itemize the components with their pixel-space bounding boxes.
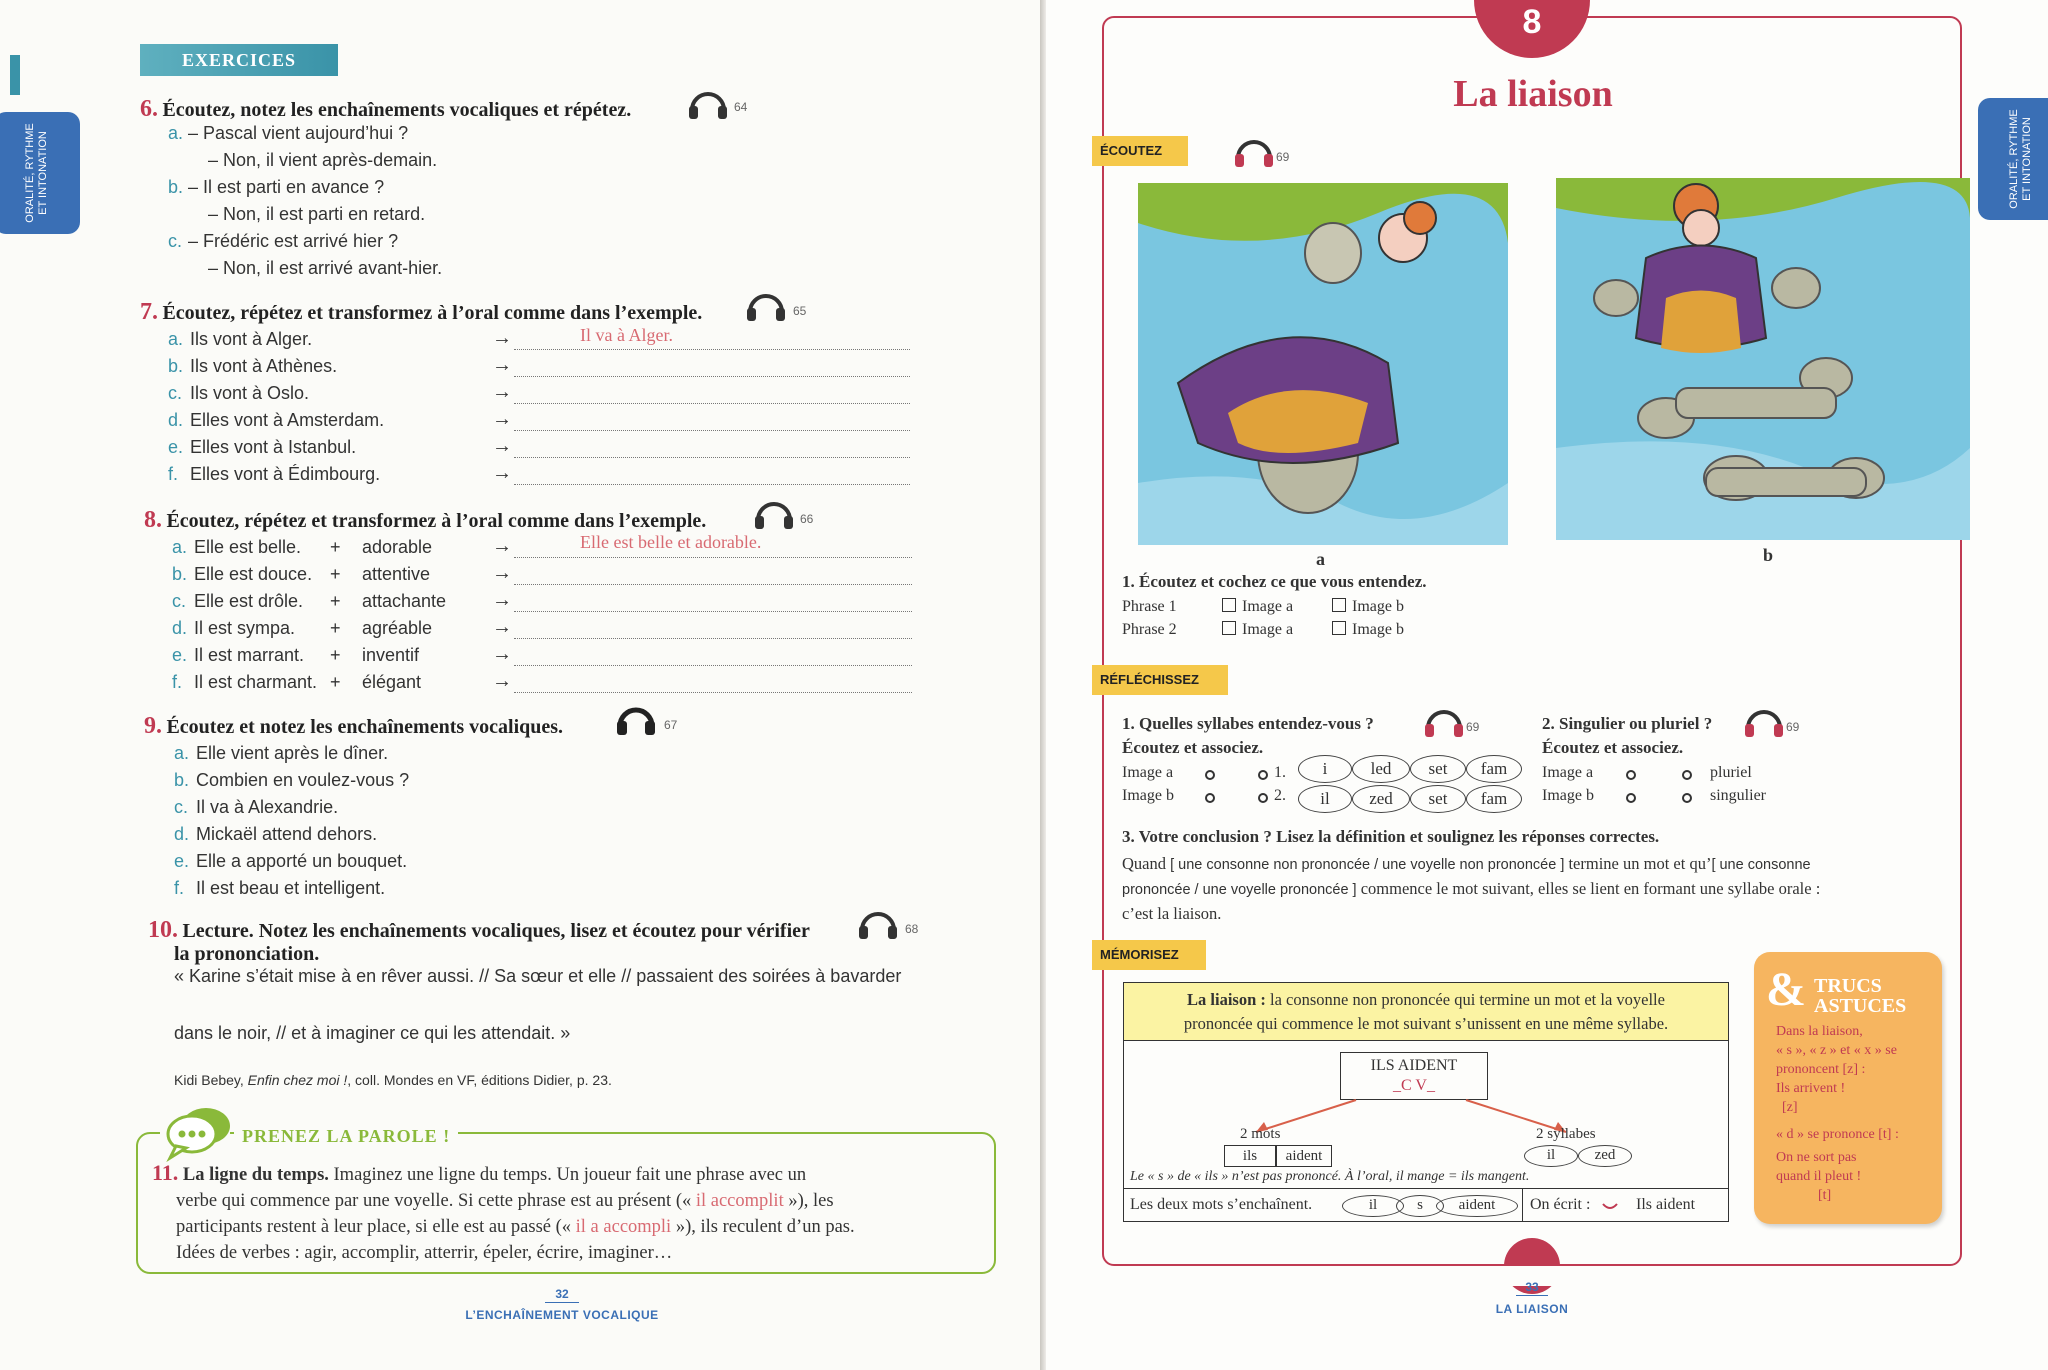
exercise-line (168, 177, 384, 198)
answer-line[interactable] (514, 692, 912, 693)
syllable-bubble: i (1298, 755, 1352, 783)
arrow-icon: → (492, 462, 512, 484)
trucs-line: On ne sort pas (1776, 1150, 1857, 1165)
exercise-line (172, 537, 301, 558)
ex11-body-2c: »), les (783, 1191, 834, 1211)
on-ecrit-example: Ils aident (1636, 1196, 1696, 1213)
section-reflechissez: RÉFLÉCHISSEZ (1092, 665, 1228, 695)
footer-rule (1516, 1295, 1548, 1296)
ex7-title: Écoutez, répétez et transformez à l’oral comme dans l’exemple. (162, 302, 703, 324)
exercise-line (168, 383, 309, 404)
diagram-cv: _C V_ (1393, 1077, 1435, 1094)
syllable-bubble: fam (1466, 785, 1522, 813)
trucs-text (1776, 1022, 1936, 1205)
source-title: Enfin chez moi ! (247, 1072, 348, 1088)
match-dot[interactable] (1258, 770, 1268, 780)
exercise-line (174, 851, 407, 872)
match-dot[interactable] (1205, 793, 1215, 803)
ex11-body-4: Idées de verbes : agir, accomplir, atterrir, épeler, écrire, imaginer… (176, 1243, 673, 1263)
edge-mark (10, 55, 20, 95)
option-label: Image a (1242, 621, 1294, 638)
r3-text (1122, 852, 1942, 926)
arrow-icon: → (492, 535, 512, 557)
r2-singulier: singulier (1710, 787, 1766, 804)
adjective: inventif (362, 645, 420, 665)
plus-sign: + (330, 591, 341, 611)
side-tab-line-2: ET INTONATION (2021, 117, 2033, 201)
ex6-track: 64 (734, 100, 748, 114)
ex9-track: 67 (664, 718, 678, 732)
footer-right: LA LIAISON (1495, 1302, 1569, 1316)
r2-subtitle: Écoutez et associez. (1542, 738, 1684, 757)
page-number-left: 32 (555, 1287, 569, 1301)
ex9-title: Écoutez et notez les enchaînements vocaliques. (166, 716, 564, 738)
trucs-title-2: ASTUCES (1814, 995, 1907, 1017)
line-label: e. (172, 645, 188, 665)
option-label: Image b (1352, 598, 1404, 615)
plus-sign: + (330, 564, 341, 584)
word-box-aident: aident (1276, 1145, 1332, 1167)
on-ecrit-label: On écrit : (1530, 1196, 1591, 1213)
section-memorisez: MÉMORISEZ (1092, 940, 1206, 970)
syllable-bubble: il (1298, 785, 1352, 813)
line-text: Il va à Alexandrie. (196, 797, 339, 817)
ex11-example-present: il accomplit (695, 1191, 784, 1211)
exercise-line (172, 564, 312, 585)
option-label: Image a (1242, 598, 1294, 615)
ex9-header (144, 713, 563, 740)
line-text: – Frédéric est arrivé hier ? (188, 231, 399, 251)
exercise-line (174, 743, 388, 764)
trucs-line: Dans la liaison, (1776, 1024, 1863, 1039)
side-tab-line-1: ORALITÉ, RYTHME (2008, 109, 2020, 209)
line-text: – Pascal vient aujourd’hui ? (188, 123, 409, 143)
match-dot[interactable] (1205, 770, 1215, 780)
r3-text-1a: Quand (1122, 854, 1166, 873)
line-text: Elles vont à Istanbul. (190, 437, 357, 457)
source-author: Kidi Bebey, (174, 1072, 244, 1088)
line-text: – Non, il est arrivé avant-hier. (208, 258, 443, 278)
match-dot[interactable] (1258, 793, 1268, 803)
liaison-mark-icon (1602, 1202, 1618, 1212)
r3-text-3: c’est la liaison. (1122, 904, 1222, 923)
answer-line[interactable] (514, 638, 912, 639)
r1-row-1-num: 1. (1274, 764, 1286, 781)
checkbox[interactable] (1222, 598, 1236, 612)
ex6-title: Écoutez, notez les enchaînements vocaliques et répétez. (162, 99, 632, 121)
ex6-header (140, 96, 631, 123)
ex7-answer: Il va à Alger. (580, 325, 673, 345)
line-label: a. (168, 123, 184, 143)
headphones-icon[interactable] (752, 494, 796, 530)
bottom-enchainement: Les deux mots s’enchaînent. (1130, 1196, 1313, 1213)
ecoutez-track: 69 (1276, 150, 1290, 164)
line-label: b. (174, 770, 190, 790)
exercices-tag: EXERCICES (140, 44, 338, 76)
line-text: Ils vont à Oslo. (190, 383, 310, 403)
answer-line[interactable] (514, 584, 912, 585)
footer-rule (545, 1302, 579, 1303)
ex7-track: 65 (793, 304, 807, 318)
line-text: Combien en voulez-vous ? (196, 770, 410, 790)
phrase2-option-b[interactable] (1332, 621, 1404, 639)
prenez-la-parole-title: PRENEZ LA PAROLE ! (234, 1126, 458, 1147)
line-text: Elle est drôle. (194, 591, 304, 611)
exercise-line (188, 204, 425, 225)
r2-pluriel: pluriel (1710, 764, 1752, 781)
ex8-title: Écoutez, répétez et transformez à l’oral comme dans l’exemple. (166, 510, 707, 532)
line-text: Elle est belle. (194, 537, 302, 557)
syllable-bubble-zed: zed (1578, 1145, 1632, 1167)
image-a-label: a (1316, 549, 1325, 569)
line-label: a. (172, 537, 188, 557)
exercise-line (168, 231, 398, 252)
match-dot[interactable] (1682, 793, 1692, 803)
headphones-icon[interactable] (614, 700, 658, 736)
trucs-title-1: TRUCS (1814, 975, 1882, 997)
q1-title: 1. Écoutez et cochez ce que vous entendez. (1122, 572, 1427, 591)
side-tab-line-2: ET INTONATION (37, 131, 49, 215)
syllable-bubble: set (1410, 785, 1466, 813)
ex8-track: 66 (800, 512, 814, 526)
label-2-mots: 2 mots (1240, 1126, 1281, 1142)
ex8-header (144, 507, 706, 534)
exercise-line (174, 797, 338, 818)
label-2-syllabes: 2 syllabes (1536, 1126, 1596, 1142)
line-text: Elle est douce. (194, 564, 313, 584)
r3-choice-2a[interactable]: [ une consonne (1711, 857, 1811, 873)
line-text: Elles vont à Amsterdam. (190, 410, 385, 430)
match-dot[interactable] (1626, 793, 1636, 803)
checkbox[interactable] (1222, 621, 1236, 635)
line-label: b. (168, 177, 184, 197)
divider (1522, 1188, 1523, 1222)
arrow-icon: → (492, 670, 512, 692)
trucs-line: « d » se prononce [t] : (1776, 1127, 1899, 1142)
line-label: a. (174, 743, 190, 763)
r3-text-1c: termine un mot et qu’ (1568, 854, 1712, 873)
r1-image-a: Image a (1122, 764, 1174, 781)
ex11-body-1: Imaginez une ligne du temps. Un joueur fait une phrase avec un (328, 1165, 807, 1185)
ex11-body-2a: verbe qui commence par une voyelle. Si cette phrase est au présent (« (176, 1191, 696, 1211)
syllable-bubble: set (1410, 755, 1466, 783)
ex10-number: 10. (148, 917, 178, 943)
ex10-source (174, 1072, 612, 1088)
ex11-example-past: il a accompli (575, 1217, 672, 1237)
ex10-title-2: la prononciation. (174, 943, 320, 965)
ex10-quote-1: « Karine s’était mise à en rêver aussi. // Sa sœur et elle // passaient des soirées à bavarder (174, 966, 902, 986)
headphones-icon[interactable] (744, 286, 788, 322)
line-text: Il est beau et intelligent. (196, 878, 386, 898)
plus-sign: + (330, 645, 341, 665)
headphones-icon[interactable] (1742, 702, 1786, 738)
trucs-line: prononcent [z] : (1776, 1062, 1866, 1077)
line-text: – Non, il est parti en retard. (208, 204, 426, 224)
answer-line[interactable] (514, 557, 912, 558)
line-label: f. (174, 878, 185, 898)
line-label: e. (174, 851, 190, 871)
definition-2: prononcée qui commence le mot suivant s’unissent en une même syllabe. (1183, 1014, 1669, 1033)
checkbox[interactable] (1332, 621, 1346, 635)
adjective: élégant (362, 672, 422, 692)
r1-track: 69 (1466, 720, 1480, 734)
arrow-icon: → (492, 381, 512, 403)
adjective: agréable (362, 618, 433, 638)
diagram-top-box (1340, 1052, 1488, 1100)
r2-image-b: Image b (1542, 787, 1594, 804)
line-label: c. (168, 383, 183, 403)
answer-line[interactable] (514, 376, 910, 377)
answer-line[interactable] (514, 349, 910, 350)
arrow-icon: → (492, 589, 512, 611)
exercise-line (188, 258, 442, 279)
line-label: c. (174, 797, 189, 817)
line-text: Il est marrant. (194, 645, 305, 665)
option-label: Image b (1352, 621, 1404, 638)
line-text: Elle a apporté un bouquet. (196, 851, 408, 871)
answer-line[interactable] (514, 403, 910, 404)
r3-text-2b: commence le mot suivant, elles se lient en formant une syllabe orale : (1360, 879, 1821, 898)
line-label: f. (168, 464, 179, 484)
line-text: Il est charmant. (194, 672, 318, 692)
phrase-1-label: Phrase 1 (1122, 598, 1177, 615)
exercise-line (168, 464, 380, 485)
line-label: b. (168, 356, 184, 376)
exercise-line (168, 329, 312, 350)
exercise-line (168, 123, 408, 144)
line-text: – Il est parti en avance ? (188, 177, 385, 197)
answer-line[interactable] (514, 430, 910, 431)
trucs-line: « s », « z » et « x » se (1776, 1043, 1897, 1058)
exercise-line (174, 878, 385, 899)
adjective: adorable (362, 537, 433, 557)
r3-choice-1[interactable]: [ une consonne non prononcée / une voyelle non prononcée ] (1170, 857, 1565, 873)
illustration-a (1138, 183, 1508, 545)
exercise-line (172, 591, 303, 612)
exercise-line (172, 645, 304, 666)
bubble-s: s (1396, 1195, 1444, 1217)
answer-line[interactable] (514, 611, 912, 612)
ex9-number: 9. (144, 713, 162, 739)
page-number-right: 33 (1525, 1280, 1539, 1294)
illustration-b (1556, 178, 1970, 540)
ex8-answer: Elle est belle et adorable. (580, 532, 762, 552)
r1-row-2-num: 2. (1274, 787, 1286, 804)
r1-image-b: Image b (1122, 787, 1174, 804)
phrase2-option-a[interactable] (1222, 621, 1293, 639)
ex11-text (152, 1160, 972, 1266)
answer-line[interactable] (514, 665, 912, 666)
plus-sign: + (330, 537, 341, 557)
exercise-line (168, 437, 356, 458)
match-dot[interactable] (1626, 770, 1636, 780)
exercise-line (174, 824, 377, 845)
answer-line[interactable] (514, 484, 910, 485)
line-text: Mickaël attend dehors. (196, 824, 378, 844)
liaison-note: Le « s » de « ils » n’est pas prononcé. À l’oral, il mange = ils mangent. (1130, 1169, 1530, 1184)
definition-box (1124, 983, 1728, 1041)
headphones-icon[interactable] (686, 84, 730, 120)
arrow-icon: → (492, 354, 512, 376)
ex10-quote-2: dans le noir, // et à imaginer ce qui les attendait. » (174, 1023, 571, 1043)
divider (1124, 1188, 1728, 1189)
exercise-line (174, 770, 409, 791)
exercise-line (188, 150, 437, 171)
r2-track: 69 (1786, 720, 1800, 734)
ex8-number: 8. (144, 507, 162, 533)
arrow-icon: → (492, 616, 512, 638)
line-text: Elle vient après le dîner. (196, 743, 389, 763)
speech-bubble-icon (162, 1104, 234, 1162)
arrow-icon: → (492, 643, 512, 665)
r3-title: 3. Votre conclusion ? Lisez la définition et soulignez les réponses correctes. (1122, 827, 1660, 846)
ex10-header (148, 917, 810, 944)
source-rest: , coll. Mondes en VF, éditions Didier, p. 23. (347, 1072, 612, 1088)
ex7-header (140, 299, 702, 326)
line-label: d. (174, 824, 190, 844)
line-text: Ils vont à Alger. (190, 329, 313, 349)
ex10-track: 68 (905, 922, 919, 936)
plus-sign: + (330, 618, 341, 638)
line-label: b. (172, 564, 188, 584)
page-title: La liaison (1453, 73, 1613, 115)
arrow-icon: → (492, 435, 512, 457)
ex6-number: 6. (140, 96, 158, 122)
exercise-line (168, 410, 384, 431)
line-text: Elles vont à Édimbourg. (190, 464, 381, 484)
diagram-words: ILS AIDENT (1370, 1057, 1458, 1074)
answer-line[interactable] (514, 457, 910, 458)
arrow-icon: → (492, 562, 512, 584)
exercise-line (172, 672, 317, 693)
bubble-aident: aident (1436, 1195, 1518, 1217)
trucs-line: [z] (1782, 1100, 1798, 1115)
exercise-line (172, 618, 295, 639)
line-label: c. (172, 591, 187, 611)
line-text: Il est sympa. (194, 618, 296, 638)
ex11-body-3a: participants restent à leur place, si elle est au passé (« (176, 1217, 576, 1237)
headphones-icon[interactable] (1422, 702, 1466, 738)
phrase1-option-b[interactable] (1332, 598, 1404, 616)
checkbox[interactable] (1332, 598, 1346, 612)
adjective: attachante (362, 591, 447, 611)
syllable-bubble: zed (1352, 785, 1410, 813)
line-text: – Non, il vient après-demain. (208, 150, 438, 170)
ex11-number: 11. (152, 1160, 179, 1185)
word-box-ils: ils (1224, 1145, 1276, 1167)
line-label: d. (172, 618, 188, 638)
headphones-icon[interactable] (856, 904, 900, 940)
footer-left: L’ENCHAÎNEMENT VOCALIQUE (465, 1308, 659, 1322)
syllable-bubble: led (1352, 755, 1410, 783)
ex10-title: Lecture. Notez les enchaînements vocaliques, lisez et écoutez pour vérifier (182, 920, 810, 942)
exercise-line (168, 356, 337, 377)
line-label: a. (168, 329, 184, 349)
line-text: Ils vont à Athènes. (190, 356, 338, 376)
line-label: c. (168, 231, 183, 251)
trucs-line: [t] (1818, 1188, 1832, 1203)
arrow-icon: → (492, 408, 512, 430)
match-dot[interactable] (1682, 770, 1692, 780)
trucs-line: Ils arrivent ! (1776, 1081, 1846, 1096)
definition-term: La liaison : (1187, 990, 1266, 1009)
r2-title: 2. Singulier ou pluriel ? (1542, 714, 1713, 733)
line-label: f. (172, 672, 183, 692)
bubble-il: il (1342, 1195, 1404, 1217)
ex11-body-3c: »), ils reculent d’un pas. (671, 1217, 855, 1237)
line-label: d. (168, 410, 184, 430)
headphones-icon[interactable] (1232, 132, 1276, 168)
image-b-label: b (1763, 545, 1774, 565)
r2-image-a: Image a (1542, 764, 1594, 781)
unit-number: 8 (1522, 3, 1542, 41)
definition-1: la consonne non prononcée qui termine un mot et la voyelle (1265, 990, 1665, 1009)
syllable-bubble: fam (1466, 755, 1522, 783)
r1-title: 1. Quelles syllabes entendez-vous ? (1122, 714, 1374, 733)
adjective: attentive (362, 564, 431, 584)
line-label: e. (168, 437, 184, 457)
trucs-line: quand il pleut ! (1776, 1169, 1862, 1184)
plus-sign: + (330, 672, 341, 692)
section-ecoutez: ÉCOUTEZ (1092, 136, 1188, 166)
side-tab-left (0, 112, 80, 234)
r3-choice-2b[interactable]: prononcée / une voyelle prononcée ] (1122, 882, 1357, 898)
r1-subtitle: Écoutez et associez. (1122, 738, 1264, 757)
phrase1-option-a[interactable] (1222, 598, 1293, 616)
phrase-2-label: Phrase 2 (1122, 621, 1177, 638)
ex7-number: 7. (140, 299, 158, 325)
arrow-icon: → (492, 327, 512, 349)
ex11-title: La ligne du temps. (182, 1165, 329, 1185)
syllable-bubble-il: il (1524, 1145, 1578, 1167)
side-tab-right (1978, 98, 2048, 220)
side-tab-line-1: ORALITÉ, RYTHME (24, 123, 36, 223)
right-page (1046, 0, 2048, 1370)
ampersand: & (1766, 963, 1806, 1016)
